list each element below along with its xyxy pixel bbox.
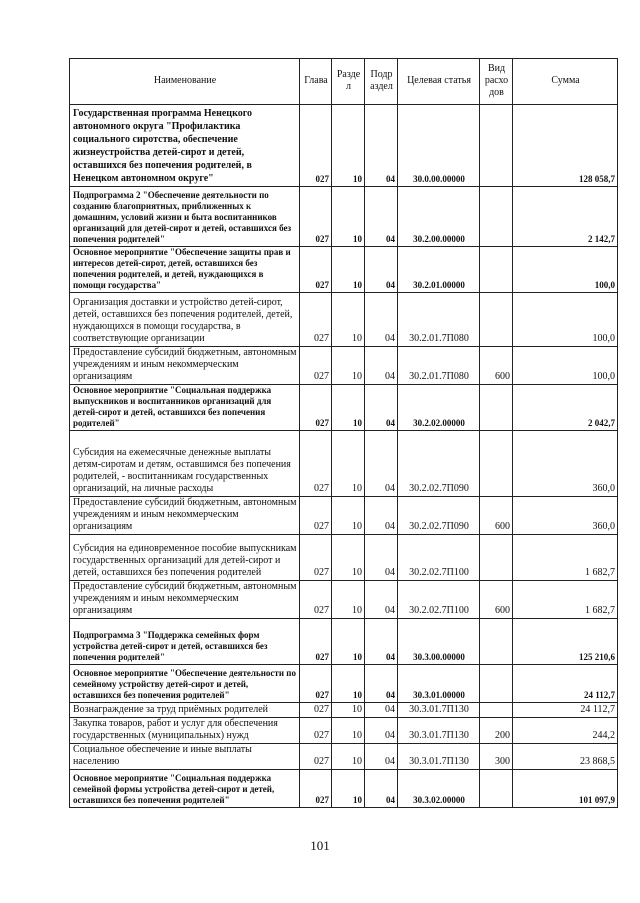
row-subsection: 04 [365, 293, 398, 347]
row-section: 10 [332, 770, 365, 808]
row-expense-type [480, 293, 513, 347]
row-target: 30.0.00.00000 [398, 105, 480, 187]
row-amount: 2 042,7 [513, 385, 618, 431]
row-subsection: 04 [365, 744, 398, 770]
row-expense-type [480, 431, 513, 497]
row-name: Основное мероприятие "Социальная поддержка семейной формы устройства детей-сирот и детей, оставшихся без попечения родителей" [70, 770, 300, 808]
row-subsection: 04 [365, 535, 398, 581]
row-target: 30.2.00.00000 [398, 187, 480, 247]
row-amount: 360,0 [513, 497, 618, 535]
row-name: Основное мероприятие "Обеспечение защиты прав и интересов детей-сирот, детей, оставшихся без попечения родителей, и детей, нуждающихся в помощи государства" [70, 247, 300, 293]
table-row [70, 497, 618, 535]
row-subsection: 04 [365, 703, 398, 718]
row-amount: 1 682,7 [513, 535, 618, 581]
header-amount: Сумма [513, 59, 618, 105]
row-expense-type: 300 [480, 744, 513, 770]
row-name: Социальное обеспечение и иные выплаты населению [70, 744, 300, 770]
row-target: 30.2.02.00000 [398, 385, 480, 431]
table-row [70, 581, 618, 619]
row-target: 30.3.01.7П130 [398, 718, 480, 744]
row-amount: 101 097,9 [513, 770, 618, 808]
table-row [70, 744, 618, 770]
row-target: 30.2.01.7П080 [398, 293, 480, 347]
row-subsection: 04 [365, 665, 398, 703]
header-section: Разде л [332, 59, 365, 105]
header-subsection: Подр аздел [365, 59, 398, 105]
row-amount: 125 210,6 [513, 619, 618, 665]
row-target: 30.3.01.7П130 [398, 703, 480, 718]
row-target: 30.2.02.7П100 [398, 581, 480, 619]
row-name: Предоставление субсидий бюджетным, автономным учреждениям и иным некоммерческим организациям [70, 581, 300, 619]
row-expense-type [480, 619, 513, 665]
row-chapter: 027 [300, 187, 332, 247]
row-chapter: 027 [300, 581, 332, 619]
row-chapter: 027 [300, 535, 332, 581]
row-chapter: 027 [300, 247, 332, 293]
row-chapter: 027 [300, 347, 332, 385]
row-section: 10 [332, 187, 365, 247]
row-section: 10 [332, 293, 365, 347]
row-amount: 23 868,5 [513, 744, 618, 770]
row-name: Закупка товаров, работ и услуг для обеспечения государственных (муниципальных) нужд [70, 718, 300, 744]
row-section: 10 [332, 105, 365, 187]
row-expense-type: 600 [480, 497, 513, 535]
row-subsection: 04 [365, 581, 398, 619]
row-amount: 24 112,7 [513, 665, 618, 703]
row-expense-type [480, 105, 513, 187]
header-expense-type: Вид расхо дов [480, 59, 513, 105]
budget-table [69, 58, 618, 808]
row-expense-type [480, 770, 513, 808]
row-subsection: 04 [365, 431, 398, 497]
row-expense-type [480, 665, 513, 703]
row-expense-type: 200 [480, 718, 513, 744]
header-row [70, 59, 618, 105]
row-section: 10 [332, 347, 365, 385]
row-name: Подпрограмма 2 "Обеспечение деятельности по созданию благоприятных, приближенных к домашним, условий жизни и быта воспитанников организаций для детей-сирот и детей, оставшихся без попечения родителей" [70, 187, 300, 247]
table-row [70, 293, 618, 347]
row-subsection: 04 [365, 105, 398, 187]
row-target: 30.2.02.7П090 [398, 497, 480, 535]
row-section: 10 [332, 619, 365, 665]
table-row [70, 665, 618, 703]
page-number: 101 [310, 838, 330, 853]
row-name: Предоставление субсидий бюджетным, автономным учреждениям и иным некоммерческим организациям [70, 497, 300, 535]
row-name: Организация доставки и устройство детей-сирот, детей, оставшихся без попечения родителей, детей, нуждающихся в помощи государства, в соответствующие организации [70, 293, 300, 347]
row-name: Государственная программа Ненецкого автономного округа "Профилактика социального сиротства, обеспечение жизнеустройства детей-сирот и детей, оставшихся без попечения родителей, в Ненецком автономном округе" [70, 105, 300, 187]
row-name: Предоставление субсидий бюджетным, автономным учреждениям и иным некоммерческим организациям [70, 347, 300, 385]
row-chapter: 027 [300, 105, 332, 187]
row-target: 30.2.02.7П090 [398, 431, 480, 497]
row-name: Подпрограмма 3 "Поддержка семейных форм устройства детей-сирот и детей, оставшихся без попечения родителей" [70, 619, 300, 665]
row-amount: 100,0 [513, 347, 618, 385]
table-row [70, 385, 618, 431]
table-row [70, 619, 618, 665]
row-subsection: 04 [365, 385, 398, 431]
row-target: 30.3.01.00000 [398, 665, 480, 703]
row-amount: 2 142,7 [513, 187, 618, 247]
row-target: 30.3.00.00000 [398, 619, 480, 665]
row-subsection: 04 [365, 619, 398, 665]
row-section: 10 [332, 497, 365, 535]
row-section: 10 [332, 744, 365, 770]
table-row [70, 718, 618, 744]
header-name: Наименование [70, 59, 300, 105]
row-target: 30.2.02.7П100 [398, 535, 480, 581]
row-section: 10 [332, 581, 365, 619]
row-subsection: 04 [365, 347, 398, 385]
row-subsection: 04 [365, 247, 398, 293]
row-amount: 24 112,7 [513, 703, 618, 718]
header-target: Целевая статья [398, 59, 480, 105]
row-chapter: 027 [300, 703, 332, 718]
row-expense-type: 600 [480, 347, 513, 385]
row-chapter: 027 [300, 619, 332, 665]
row-subsection: 04 [365, 187, 398, 247]
row-amount: 128 058,7 [513, 105, 618, 187]
row-amount: 1 682,7 [513, 581, 618, 619]
row-expense-type: 600 [480, 581, 513, 619]
row-section: 10 [332, 247, 365, 293]
row-chapter: 027 [300, 770, 332, 808]
row-expense-type [480, 385, 513, 431]
row-chapter: 027 [300, 385, 332, 431]
row-expense-type [480, 187, 513, 247]
row-name: Субсидия на единовременное пособие выпускникам государственных организаций для детей-сирот и детей, оставшихся без попечения родителей [70, 535, 300, 581]
row-subsection: 04 [365, 497, 398, 535]
row-chapter: 027 [300, 497, 332, 535]
table-row [70, 703, 618, 718]
row-name: Вознаграждение за труд приёмных родителей [70, 703, 300, 718]
table-row [70, 247, 618, 293]
row-subsection: 04 [365, 718, 398, 744]
table-row [70, 105, 618, 187]
row-amount: 100,0 [513, 293, 618, 347]
table-row [70, 431, 618, 497]
row-name: Субсидия на ежемесячные денежные выплаты детям-сиротам и детям, оставшимся без попечения родителей, - воспитанникам государственных организаций, на личные расходы [70, 431, 300, 497]
row-expense-type [480, 247, 513, 293]
row-expense-type [480, 703, 513, 718]
row-chapter: 027 [300, 718, 332, 744]
row-chapter: 027 [300, 293, 332, 347]
row-chapter: 027 [300, 665, 332, 703]
row-section: 10 [332, 718, 365, 744]
row-section: 10 [332, 703, 365, 718]
table-row [70, 535, 618, 581]
row-target: 30.3.01.7П130 [398, 744, 480, 770]
row-amount: 360,0 [513, 431, 618, 497]
row-name: Основное мероприятие "Обеспечение деятельности по семейному устройству детей-сирот и детей, оставшихся без попечения родителей" [70, 665, 300, 703]
row-target: 30.2.01.00000 [398, 247, 480, 293]
row-subsection: 04 [365, 770, 398, 808]
table-row [70, 187, 618, 247]
row-name: Основное мероприятие "Социальная поддержка выпускников и воспитанников организаций для детей-сирот и детей, оставшихся без попечения родителей" [70, 385, 300, 431]
row-chapter: 027 [300, 431, 332, 497]
row-amount: 100,0 [513, 247, 618, 293]
row-section: 10 [332, 431, 365, 497]
row-target: 30.3.02.00000 [398, 770, 480, 808]
row-target: 30.2.01.7П080 [398, 347, 480, 385]
table-row [70, 770, 618, 808]
row-section: 10 [332, 385, 365, 431]
row-section: 10 [332, 535, 365, 581]
row-amount: 244,2 [513, 718, 618, 744]
row-chapter: 027 [300, 744, 332, 770]
header-chapter: Глава [300, 59, 332, 105]
row-expense-type [480, 535, 513, 581]
table-row [70, 347, 618, 385]
row-section: 10 [332, 665, 365, 703]
